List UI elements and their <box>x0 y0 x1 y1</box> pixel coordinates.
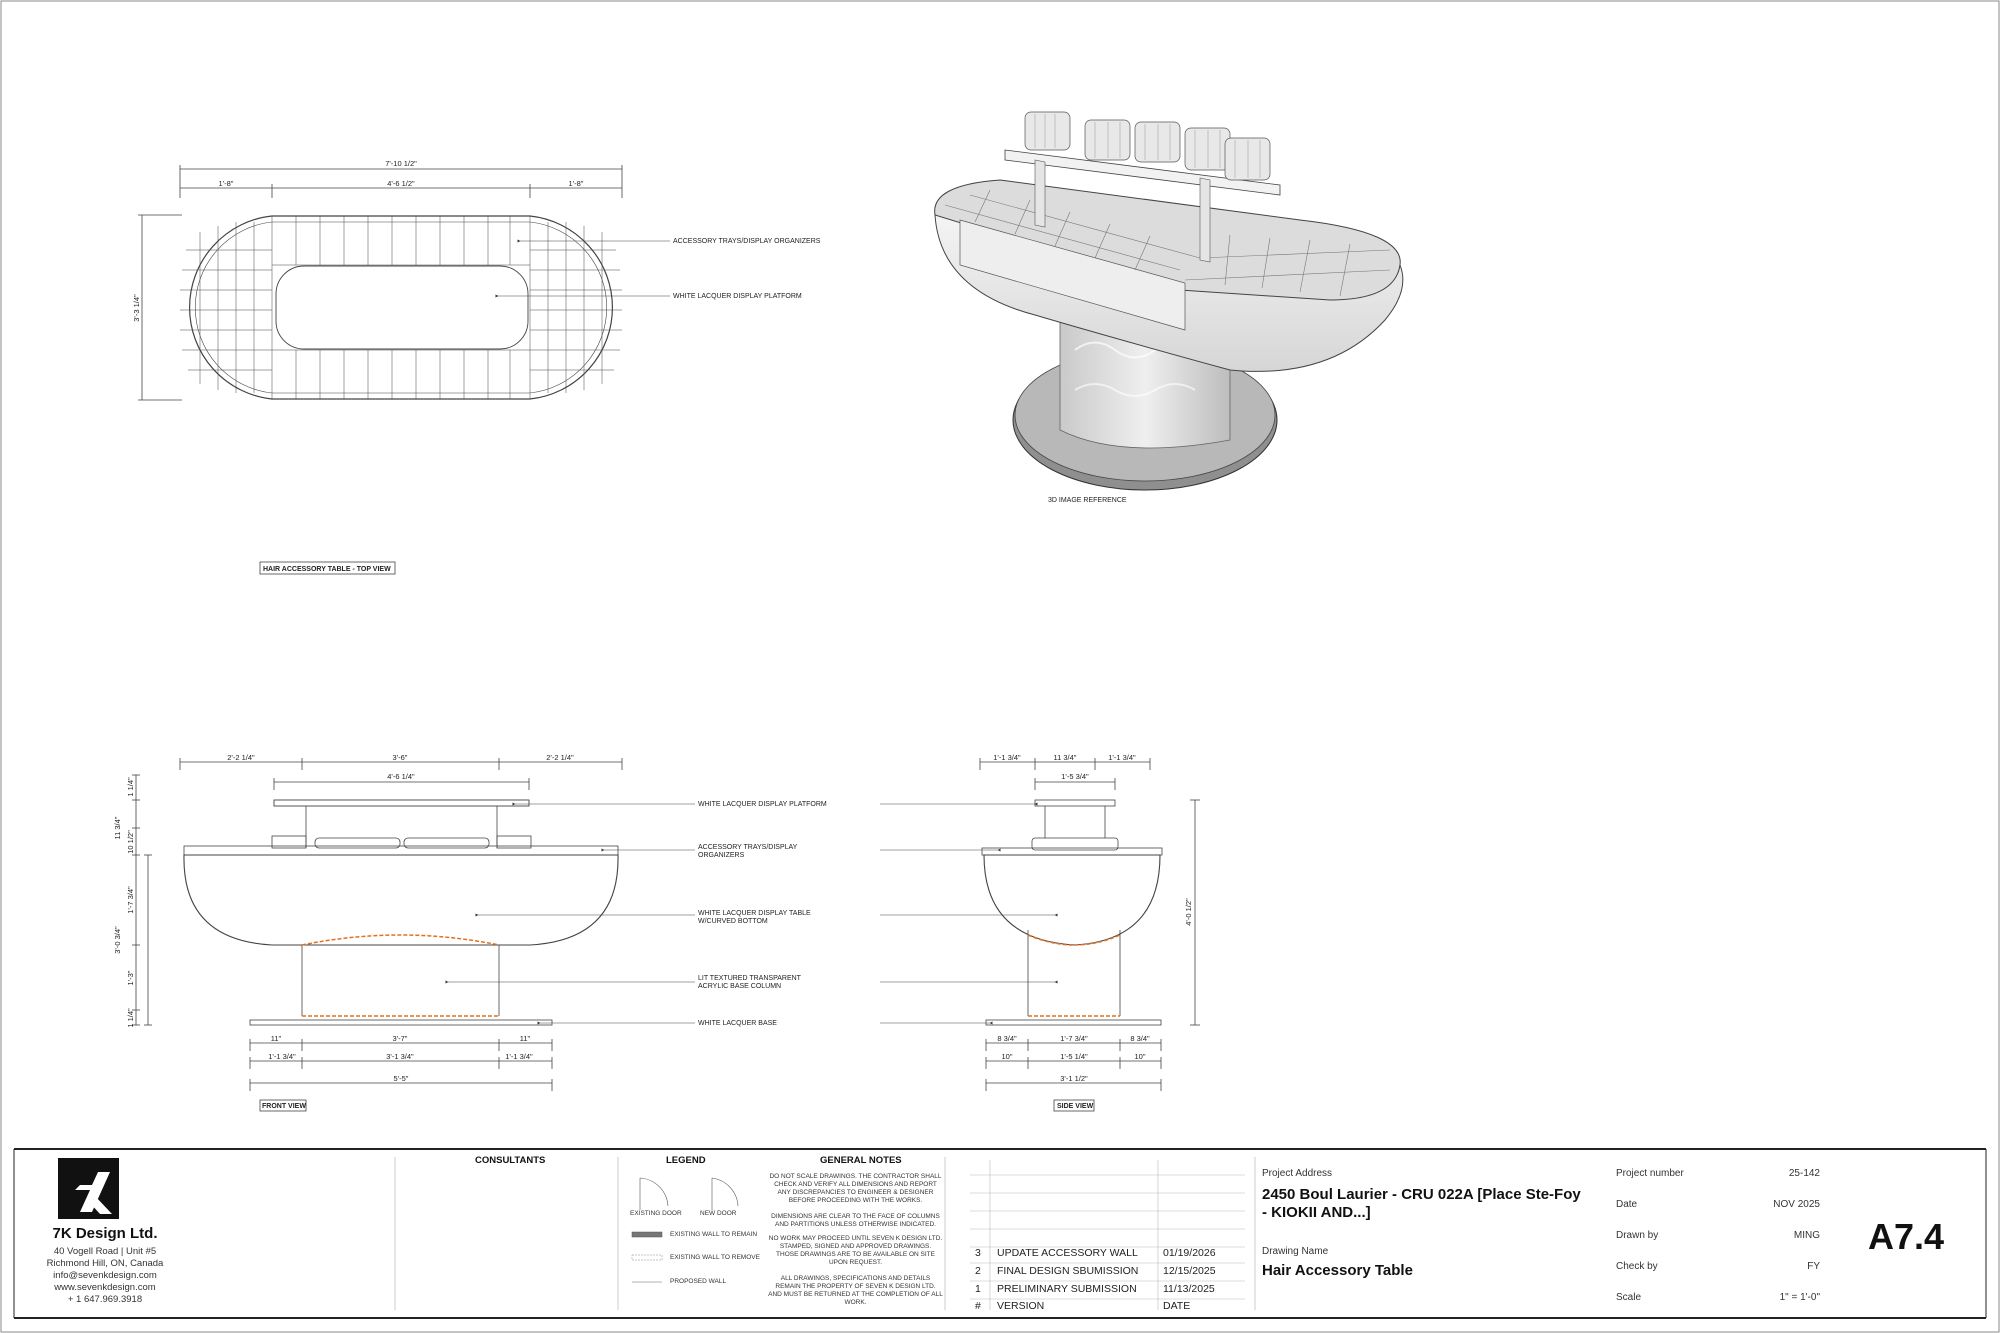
side-top-c: 1'-1 3/4" <box>1108 753 1136 762</box>
project-number: 25-142 <box>1788 1168 1820 1179</box>
front-platform-dim: 4'-6 1/4" <box>387 772 415 781</box>
front-bot-r2-b: 3'-1 3/4" <box>386 1052 414 1061</box>
company-address-2: Richmond Hill, ON, Canada <box>46 1258 164 1269</box>
drawn-by-label: Drawn by <box>1616 1230 1659 1241</box>
company-name: 7K Design Ltd. <box>52 1225 158 1242</box>
company-logo <box>58 1158 119 1219</box>
legend-wall-remain: EXISTING WALL TO REMAIN <box>670 1231 758 1238</box>
callout-platform: WHITE LACQUER DISPLAY PLATFORM <box>698 801 827 808</box>
front-bot-r2-c: 1'-1 3/4" <box>505 1052 533 1061</box>
side-view-title: SIDE VIEW <box>1057 1103 1094 1110</box>
front-bot-r1-c: 11" <box>519 1034 531 1043</box>
top-right-dim: 1'-8" <box>568 179 584 188</box>
project-address-line-1: 2450 Boul Laurier - CRU 022A [Place Ste-Foy <box>1262 1186 1581 1203</box>
front-h-total-dim: 3'-0 3/4" <box>113 926 122 954</box>
front-bot-r1-a: 11" <box>270 1034 282 1043</box>
front-bot-total: 5'-5" <box>393 1074 409 1083</box>
drawing-name: Hair Accessory Table <box>1262 1262 1413 1279</box>
callout-column-1: LIT TEXTURED TRANSPARENT <box>698 975 801 982</box>
top-callout-trays: ACCESSORY TRAYS/DISPLAY ORGANIZERS <box>673 238 821 245</box>
3d-render <box>935 112 1403 490</box>
callout-table-1: WHITE LACQUER DISPLAY TABLE <box>698 910 811 917</box>
rev-num-3: 3 <box>975 1247 981 1259</box>
top-left-dim: 1'-8" <box>218 179 234 188</box>
side-bot-r2-c: 10" <box>1134 1052 1146 1061</box>
side-bot-r1-c: 8 3/4" <box>1130 1034 1150 1043</box>
render-caption: 3D IMAGE REFERENCE <box>1048 497 1127 504</box>
general-note-1: DO NOT SCALE DRAWINGS. THE CONTRACTOR SHALL CHECK AND VERIFY ALL DIMENSIONS AND REPORT ANY DISCREPANCIES TO ENGINEER & DESIGNER BEFORE PROCEEDING WITH THE WORKS. <box>769 1173 942 1204</box>
rev-date-3: 01/19/2026 <box>1163 1247 1216 1259</box>
company-info <box>20 1225 190 1306</box>
side-view <box>880 758 1200 1111</box>
project-address-line-2: - KIOKII AND...] <box>1262 1204 1371 1221</box>
rev-date-1: 11/13/2025 <box>1163 1283 1215 1295</box>
side-bot-total: 3'-1 1/2" <box>1060 1074 1088 1083</box>
side-height-dim: 4'-0 1/2" <box>1184 898 1193 926</box>
callout-column-2: ACRYLIC BASE COLUMN <box>698 983 782 990</box>
top-center-dim: 4'-6 1/2" <box>387 179 415 188</box>
front-view-title: FRONT VIEW <box>262 1103 306 1110</box>
project-address-label: Project Address <box>1262 1168 1333 1179</box>
side-top-b: 11 3/4" <box>1053 753 1077 762</box>
rev-desc-2: FINAL DESIGN SBUMISSION <box>997 1265 1139 1277</box>
front-top-left-dim: 2'-2 1/4" <box>227 753 255 762</box>
rev-num-2: 2 <box>975 1265 981 1277</box>
general-note-4: ALL DRAWINGS, SPECIFICATIONS AND DETAILS REMAIN THE PROPERTY OF SEVEN K DESIGN LTD. AND MUST BE RETURNED AT THE COMPLETION OF ALL WORK. <box>768 1275 943 1306</box>
top-callout-platform: WHITE LACQUER DISPLAY PLATFORM <box>673 293 802 300</box>
rev-date-2: 12/15/2025 <box>1163 1265 1216 1277</box>
top-view <box>138 165 670 574</box>
front-h2-dim: 11 3/4" <box>113 816 122 840</box>
front-h3-dim: 10 1/2" <box>126 830 135 854</box>
rev-desc-1: PRELIMINARY SUBMISSION <box>997 1283 1137 1295</box>
callout-base: WHITE LACQUER BASE <box>698 1020 777 1027</box>
rev-header-desc: VERSION <box>997 1300 1045 1312</box>
side-bot-r2-a: 10" <box>1001 1052 1013 1061</box>
legend-proposed-wall: PROPOSED WALL <box>670 1278 727 1285</box>
top-depth-dim: 3'-3 1/4" <box>132 294 141 322</box>
side-top-a: 1'-1 3/4" <box>993 753 1021 762</box>
side-platform-dim: 1'-5 3/4" <box>1061 772 1089 781</box>
general-note-3: NO WORK MAY PROCEED UNTIL SEVEN K DESIGN LTD. STAMPED, SIGNED AND APPROVED DRAWINGS. THOSE DRAWINGS ARE TO BE AVAILABLE ON SITE UPON REQUEST. <box>768 1235 943 1266</box>
callout-trays-1: ACCESSORY TRAYS/DISPLAY <box>698 844 798 851</box>
scale-value: 1" = 1'-0" <box>1779 1292 1820 1303</box>
front-top-center-dim: 3'-6" <box>392 753 408 762</box>
front-h1-dim: 1 1/4" <box>126 777 135 797</box>
front-bot-r2-a: 1'-1 3/4" <box>268 1052 296 1061</box>
drawing-name-label: Drawing Name <box>1262 1246 1329 1257</box>
legend-wall-remove: EXISTING WALL TO REMOVE <box>670 1254 760 1261</box>
front-h6-dim: 1 1/4" <box>126 1008 135 1028</box>
company-address-1: 40 Vogell Road | Unit #5 <box>53 1246 157 1257</box>
side-bot-r1-a: 8 3/4" <box>997 1034 1017 1043</box>
consultants-heading: CONSULTANTS <box>475 1155 546 1166</box>
side-bot-r1-b: 1'-7 3/4" <box>1060 1034 1088 1043</box>
company-website[interactable]: www.sevenkdesign.com <box>54 1282 156 1293</box>
rev-header-date: DATE <box>1163 1300 1191 1312</box>
top-overall-dim: 7'-10 1/2" <box>385 159 417 168</box>
rev-num-1: 1 <box>975 1283 981 1295</box>
check-by-value: FY <box>1807 1261 1820 1272</box>
legend-new-door: NEW DOOR <box>700 1210 737 1217</box>
legend-heading: LEGEND <box>666 1155 706 1166</box>
legend-existing-door: EXISTING DOOR <box>630 1210 682 1217</box>
sheet-number: A7.4 <box>1868 1216 1945 1257</box>
top-view-title: HAIR ACCESSORY TABLE - TOP VIEW <box>263 566 391 573</box>
general-note-2: DIMENSIONS ARE CLEAR TO THE FACE OF COLUMNS AND PARTITIONS UNLESS OTHERWISE INDICATED. <box>771 1213 940 1228</box>
callout-table-2: W/CURVED BOTTOM <box>698 918 768 925</box>
rev-header-num: # <box>975 1300 981 1312</box>
company-email[interactable]: info@sevenkdesign.com <box>53 1270 157 1281</box>
front-top-right-dim: 2'-2 1/4" <box>546 753 574 762</box>
date-value: NOV 2025 <box>1773 1199 1820 1210</box>
drawn-by-value: MING <box>1793 1230 1820 1241</box>
front-h5-dim: 1'-3" <box>126 970 135 986</box>
company-phone: + 1 647.969.3918 <box>67 1294 143 1305</box>
project-number-label: Project number <box>1616 1168 1684 1179</box>
check-by-label: Check by <box>1616 1261 1658 1272</box>
front-bot-r1-b: 3'-7" <box>392 1034 408 1043</box>
rev-desc-3: UPDATE ACCESSORY WALL <box>997 1247 1138 1259</box>
scale-label: Scale <box>1616 1292 1642 1303</box>
side-bot-r2-b: 1'-5 1/4" <box>1060 1052 1088 1061</box>
front-h4-dim: 1'-7 3/4" <box>126 886 135 914</box>
general-notes-heading: GENERAL NOTES <box>820 1155 902 1166</box>
date-label: Date <box>1616 1199 1638 1210</box>
callout-trays-2: ORGANIZERS <box>698 852 745 859</box>
